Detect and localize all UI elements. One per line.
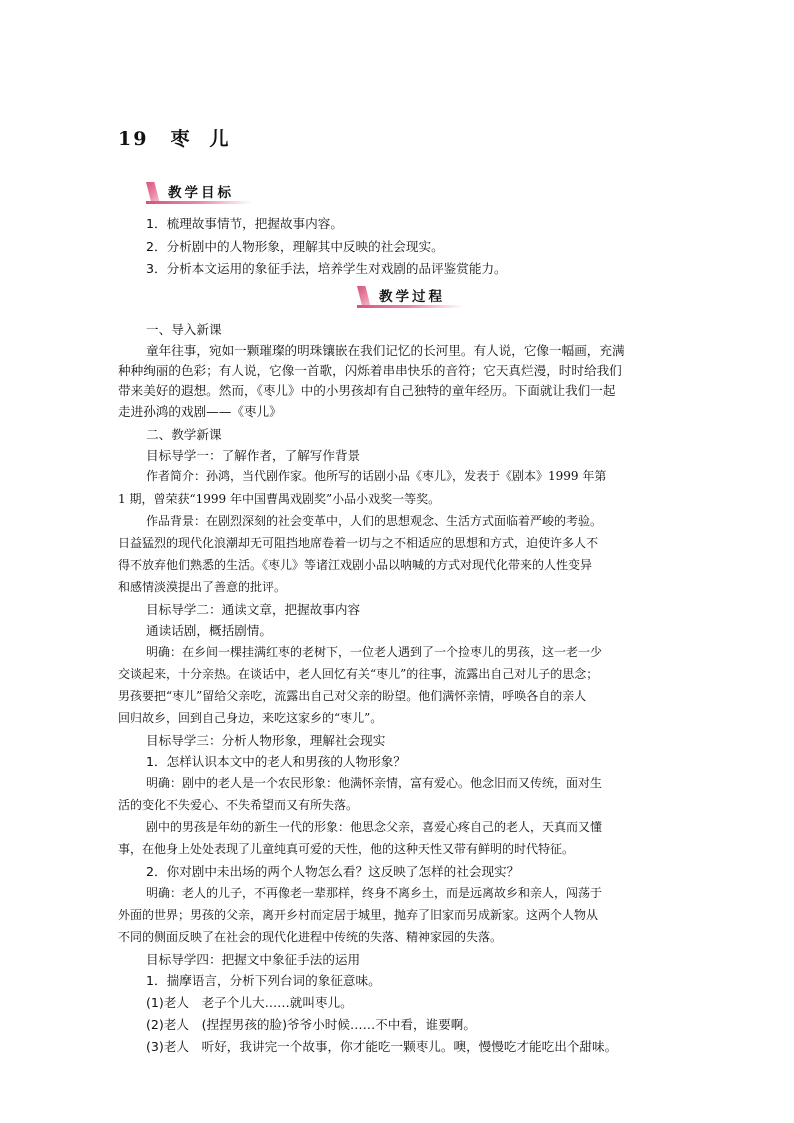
body-line: 男孩要把“枣儿”留给父亲吃，流露出自己对父亲的盼望。他们满怀亲情，呼唤各自的亲人 — [118, 689, 587, 703]
dialogue-line: (3)老人 听好，我讲完一个故事，你才能吃一颗枣儿。噢，慢慢吃才能吃出个甜味。 — [146, 1039, 618, 1054]
question-line: 2．你对剧中未出场的两个人物怎么看？这反映了怎样的社会现实？ — [146, 864, 520, 879]
objective-heading: 目标导学一：了解作者，了解写作背景 — [146, 448, 361, 463]
body-line: 事，在他身上处处表现了儿童纯真可爱的天性，他的这种天性又带有鲜明的时代特征。 — [118, 842, 575, 856]
body-line: 和感情淡漠提出了善意的批评。 — [118, 580, 287, 594]
body-line: 明确：剧中的老人是一个农民形象：他满怀亲情，富有爱心。他念旧而又传统，面对生 — [146, 776, 603, 790]
lesson-title-char-1: 枣 — [170, 128, 192, 150]
body-line: 剧中的男孩是年幼的新生一代的形象：他思念父亲，喜爱心疼自己的老人，天真而又懂 — [146, 820, 603, 834]
objective-heading: 目标导学四：把握文中象征手法的运用 — [146, 952, 361, 967]
body-line: 通读话剧，概括剧情。 — [146, 623, 272, 638]
body-line: 活的变化不失爱心、不失希望而又有所失落。 — [118, 798, 359, 812]
teaching-goals-heading: 教学目标 — [146, 182, 252, 204]
section-heading: 二、教学新课 — [146, 427, 222, 442]
body-line: 作品背景：在剧烈深刻的社会变革中，人们的思想观念、生活方式面临着严峻的考验。 — [146, 514, 603, 528]
teaching-process-heading: 教学过程 — [357, 286, 463, 308]
body-line: 不同的侧面反映了在社会的现代化进程中传统的失落、精神家园的失落。 — [118, 930, 503, 944]
objective-heading: 目标导学三：分析人物形象，理解社会现实 — [146, 733, 386, 748]
body-line: 种种绚丽的色彩；有人说，它像一首歌，闪烁着串串快乐的音符；它天真烂漫，时时给我们 — [118, 363, 622, 378]
body-line: 1 期，曾荣获“1999 年中国曹禺戏剧奖”小品小戏奖一等奖。 — [118, 492, 441, 506]
body-line: 回归故乡，回到自己身边，来吃这家乡的“枣儿”。 — [118, 711, 383, 725]
body-line: 明确：在乡间一棵挂满红枣的老树下，一位老人遇到了一个捡枣儿的男孩，这一老一少 — [146, 645, 603, 659]
body-line: 日益猛烈的现代化浪潮却无可阻挡地席卷着一切与之不相适应的思想和方式，迫使许多人不 — [118, 536, 599, 550]
body-line: 作者简介：孙鸿，当代剧作家。他所写的话剧小品《枣儿》，发表于《剧本》1999 年第 — [146, 469, 607, 483]
lesson-title-char-2: 儿 — [209, 128, 231, 150]
goal-item: 2．分析剧中的人物形象，理解其中反映的社会现实。 — [146, 239, 444, 254]
body-line: 童年往事，宛如一颗璀璨的明珠镶嵌在我们记忆的长河里。有人说，它像一幅画，充满 — [146, 343, 625, 358]
body-line: 外面的世界；男孩的父亲，离开乡村而定居于城里，抛弃了旧家而另成新家。这两个人物从 — [118, 908, 599, 922]
body-line: 交谈起来，十分亲热。在谈话中，老人回忆有关“枣儿”的往事，流露出自己对儿子的思念； — [118, 667, 599, 681]
section-heading: 一、导入新课 — [146, 322, 222, 337]
lesson-number: 19 — [118, 128, 149, 150]
body-line: 走进孙鸿的戏剧——《枣儿》 — [118, 404, 282, 419]
goal-item: 3．分析本文运用的象征手法，培养学生对戏剧的品评鉴赏能力。 — [146, 261, 507, 276]
goal-item: 1．梳理故事情节，把握故事内容。 — [146, 216, 343, 231]
question-line: 1．揣摩语言，分析下列台词的象征意味。 — [146, 973, 381, 988]
lesson-title — [118, 124, 230, 151]
objective-heading: 目标导学二：通读文章，把握故事内容 — [146, 602, 361, 617]
dialogue-line: (2)老人 (捏捏男孩的脸)爷爷小时候……不中看，谁要啊。 — [146, 1017, 476, 1032]
dialogue-line: (1)老人 老子个儿大……就叫枣儿。 — [146, 995, 353, 1010]
body-line: 带来美好的遐想。然而，《枣儿》中的小男孩却有自己独特的童年经历。下面就让我们一起 — [118, 383, 616, 398]
body-line: 得不放弃他们熟悉的生活。《枣儿》等诸江戏剧小品以呐喊的方式对现代化带来的人性变异 — [118, 558, 593, 572]
question-line: 1．怎样认识本文中的老人和男孩的人物形象？ — [146, 754, 406, 769]
body-line: 明确：老人的儿子，不再像老一辈那样，终身不离乡土，而是远离故乡和亲人，闯荡于 — [146, 886, 603, 900]
